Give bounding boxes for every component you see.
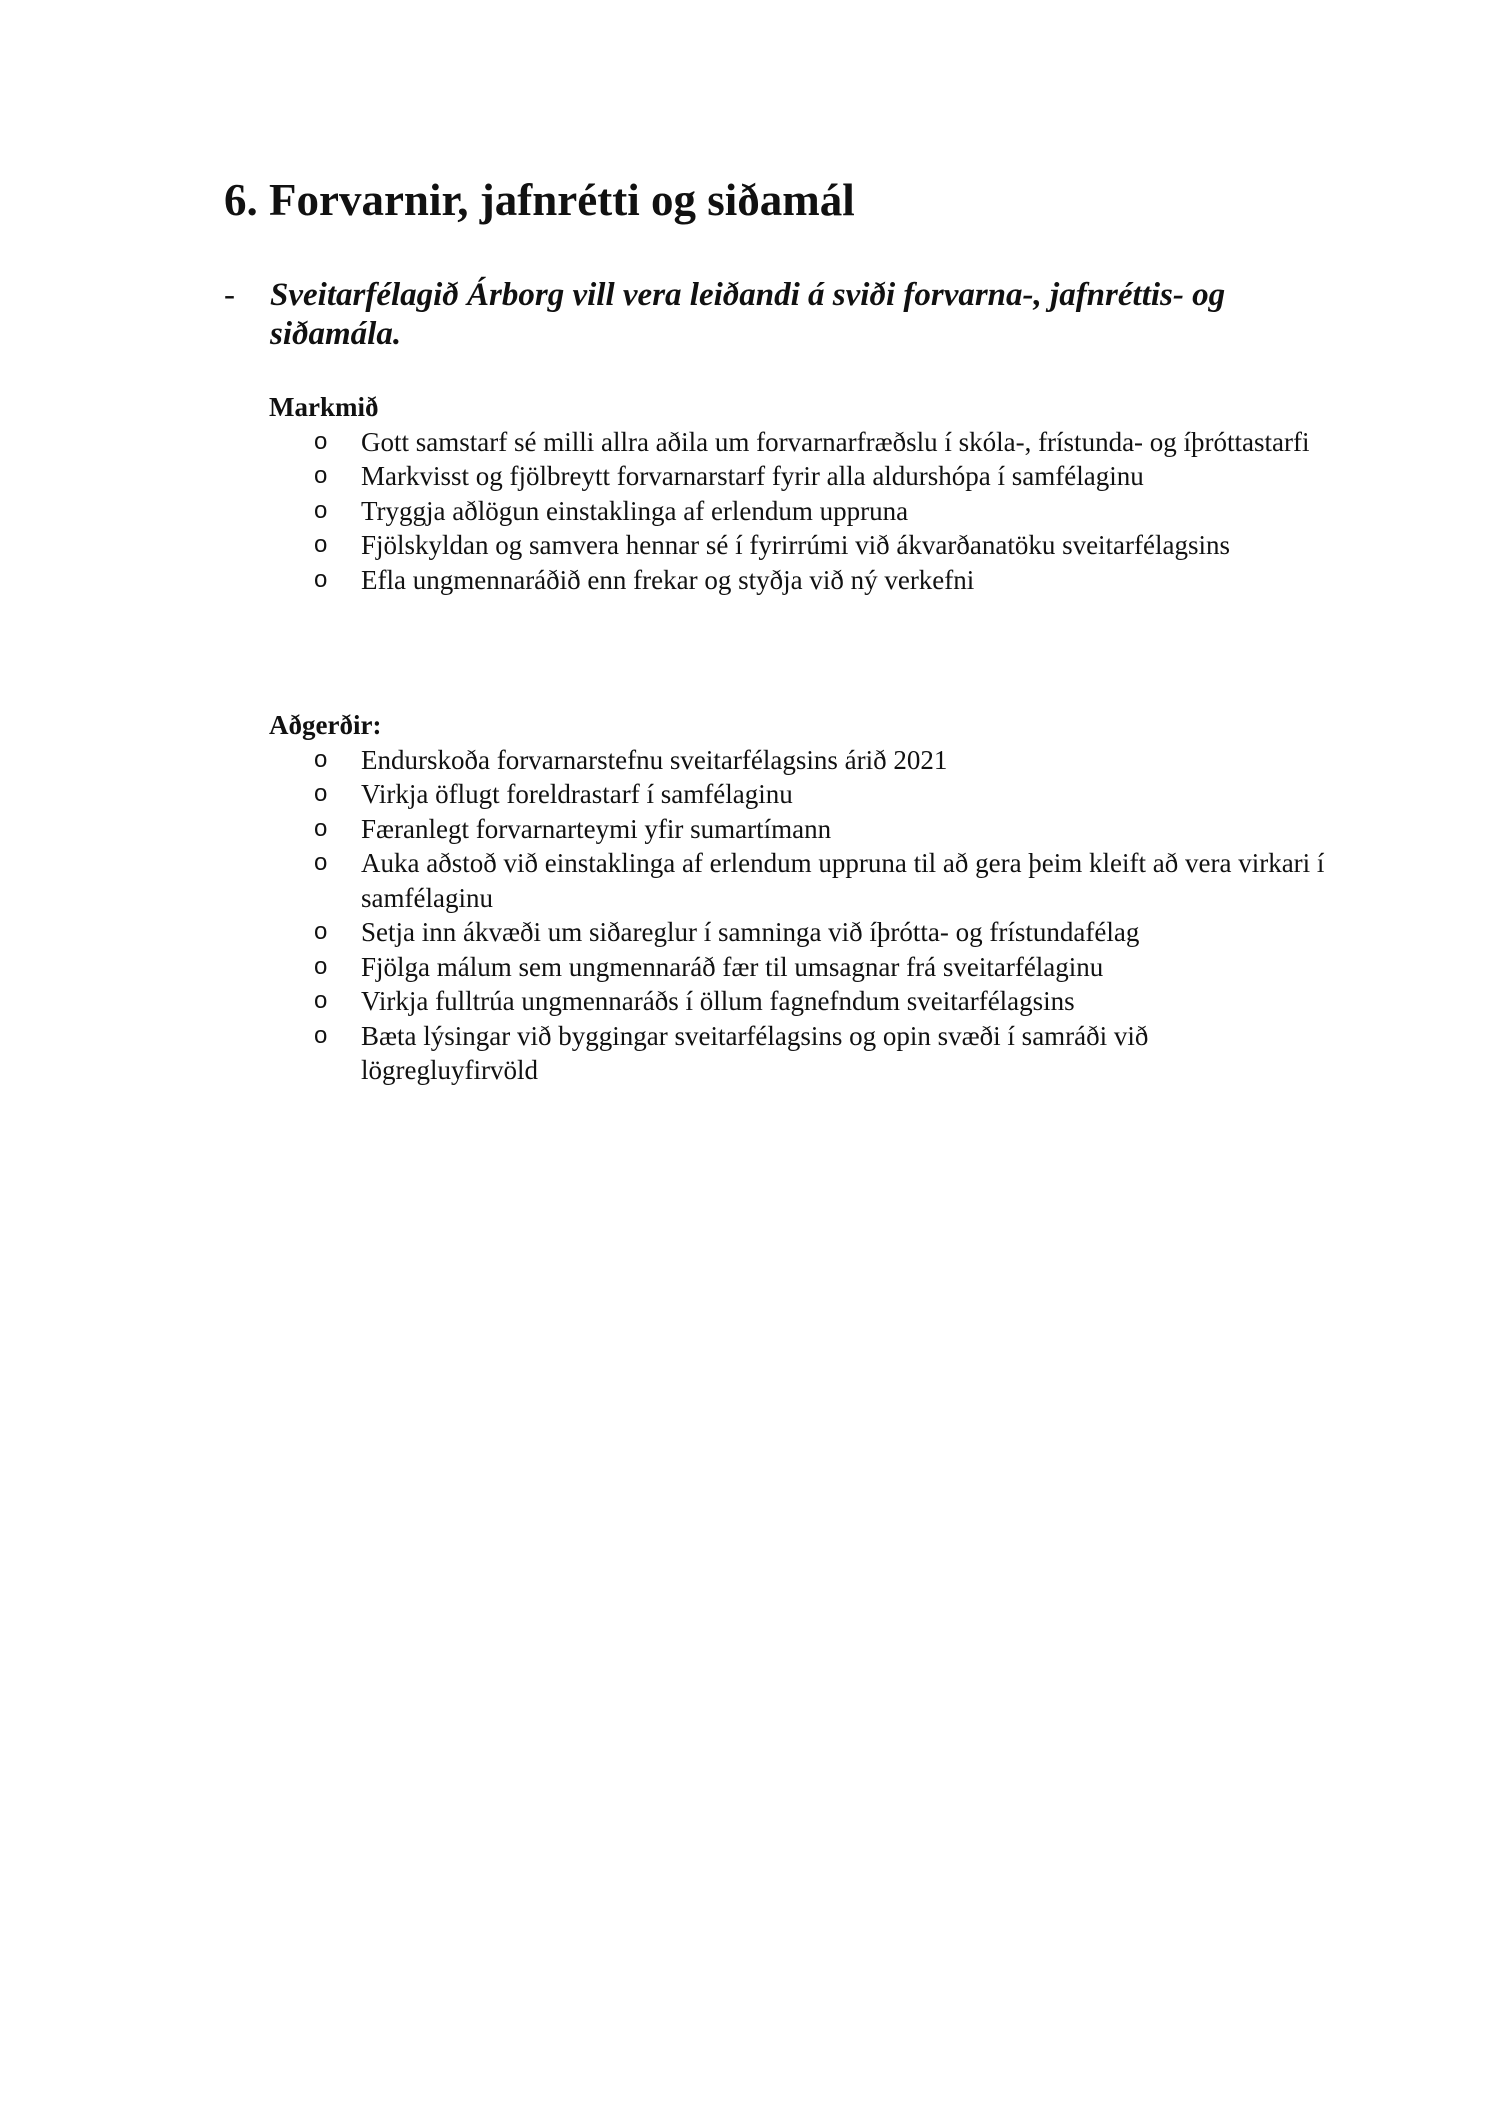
bullet-icon: o [314,780,328,807]
list-item [269,812,1329,847]
list-item-text: Tryggja aðlögun einstaklinga af erlendum uppruna [361,495,909,526]
bullet-icon: o [314,814,328,842]
list-item [269,459,1329,494]
list-item [269,950,1329,985]
list-item [269,846,1329,915]
objectives-title: Markmið [269,392,379,422]
list-item-text: Virkja öflugt foreldrastarf í samfélaginu [361,779,793,809]
list-item-text: Fjölskyldan og samvera hennar sé í fyrirrúmi við ákvarðanatöku sveitarfélagsins [361,530,1231,560]
actions-list [269,743,1329,1088]
bullet-icon: o [314,987,328,1014]
bullet-icon: o [314,565,328,593]
list-item [269,777,1329,812]
bullet-icon: o [314,462,328,489]
list-item-text: Fjölga málum sem ungmennaráð fær til umsagnar frá sveitarfélaginu [361,951,1104,982]
bullet-icon: o [314,531,328,558]
list-item-text: Auka aðstoð við einstaklinga af erlendum uppruna til að gera þeim kleift að vera virkari í samfélaginu [361,848,1325,913]
actions-section [269,708,1329,1088]
list-item [269,494,1329,529]
list-item-text: Setja inn ákvæði um siðareglur í samninga við íþrótta- og frístundafélag [361,917,1140,947]
bullet-icon: o [314,849,328,876]
bullet-icon: o [314,1021,328,1049]
list-item [269,528,1329,563]
list-item-text: Bæta lýsingar við byggingar sveitarfélagsins og opin svæði í samráði við lögregluyfirvöld [361,1020,1149,1085]
actions-title: Aðgerðir: [269,710,382,740]
bullet-icon: o [314,918,328,945]
objectives-list [269,425,1329,598]
list-item [269,743,1329,778]
list-item-text: Gott samstarf sé milli allra aðila um forvarnarfræðslu í skóla-, frístunda- og íþróttastarfi [361,426,1310,457]
goal-dash: - [224,277,235,313]
bullet-icon: o [314,427,328,455]
bullet-icon: o [314,952,328,980]
list-item [269,984,1329,1019]
list-item-text: Markvisst og fjölbreytt forvarnarstarf fyrir alla aldurshópa í samfélaginu [361,461,1144,491]
bullet-icon: o [314,496,328,524]
list-item-text: Virkja fulltrúa ungmennaráðs í öllum fagnefndum sveitarfélagsins [361,986,1075,1016]
list-item [269,915,1329,950]
list-item [269,1019,1329,1088]
list-item-text: Endurskoða forvarnarstefnu sveitarfélagsins árið 2021 [361,744,948,775]
section-heading: 6. Forvarnir, jafnrétti og siðamál [224,175,855,225]
objectives-section [269,390,1329,597]
list-item [269,563,1329,598]
bullet-icon: o [314,745,328,773]
goal-statement: Sveitarfélagið Árborg vill vera leiðandi á sviði forvarna-, jafnréttis- og siðamála. [270,277,1226,352]
list-item [269,425,1329,460]
list-item-text: Færanlegt forvarnarteymi yfir sumartímann [361,813,832,844]
list-item-text: Efla ungmennaráðið enn frekar og styðja við ný verkefni [361,564,975,595]
